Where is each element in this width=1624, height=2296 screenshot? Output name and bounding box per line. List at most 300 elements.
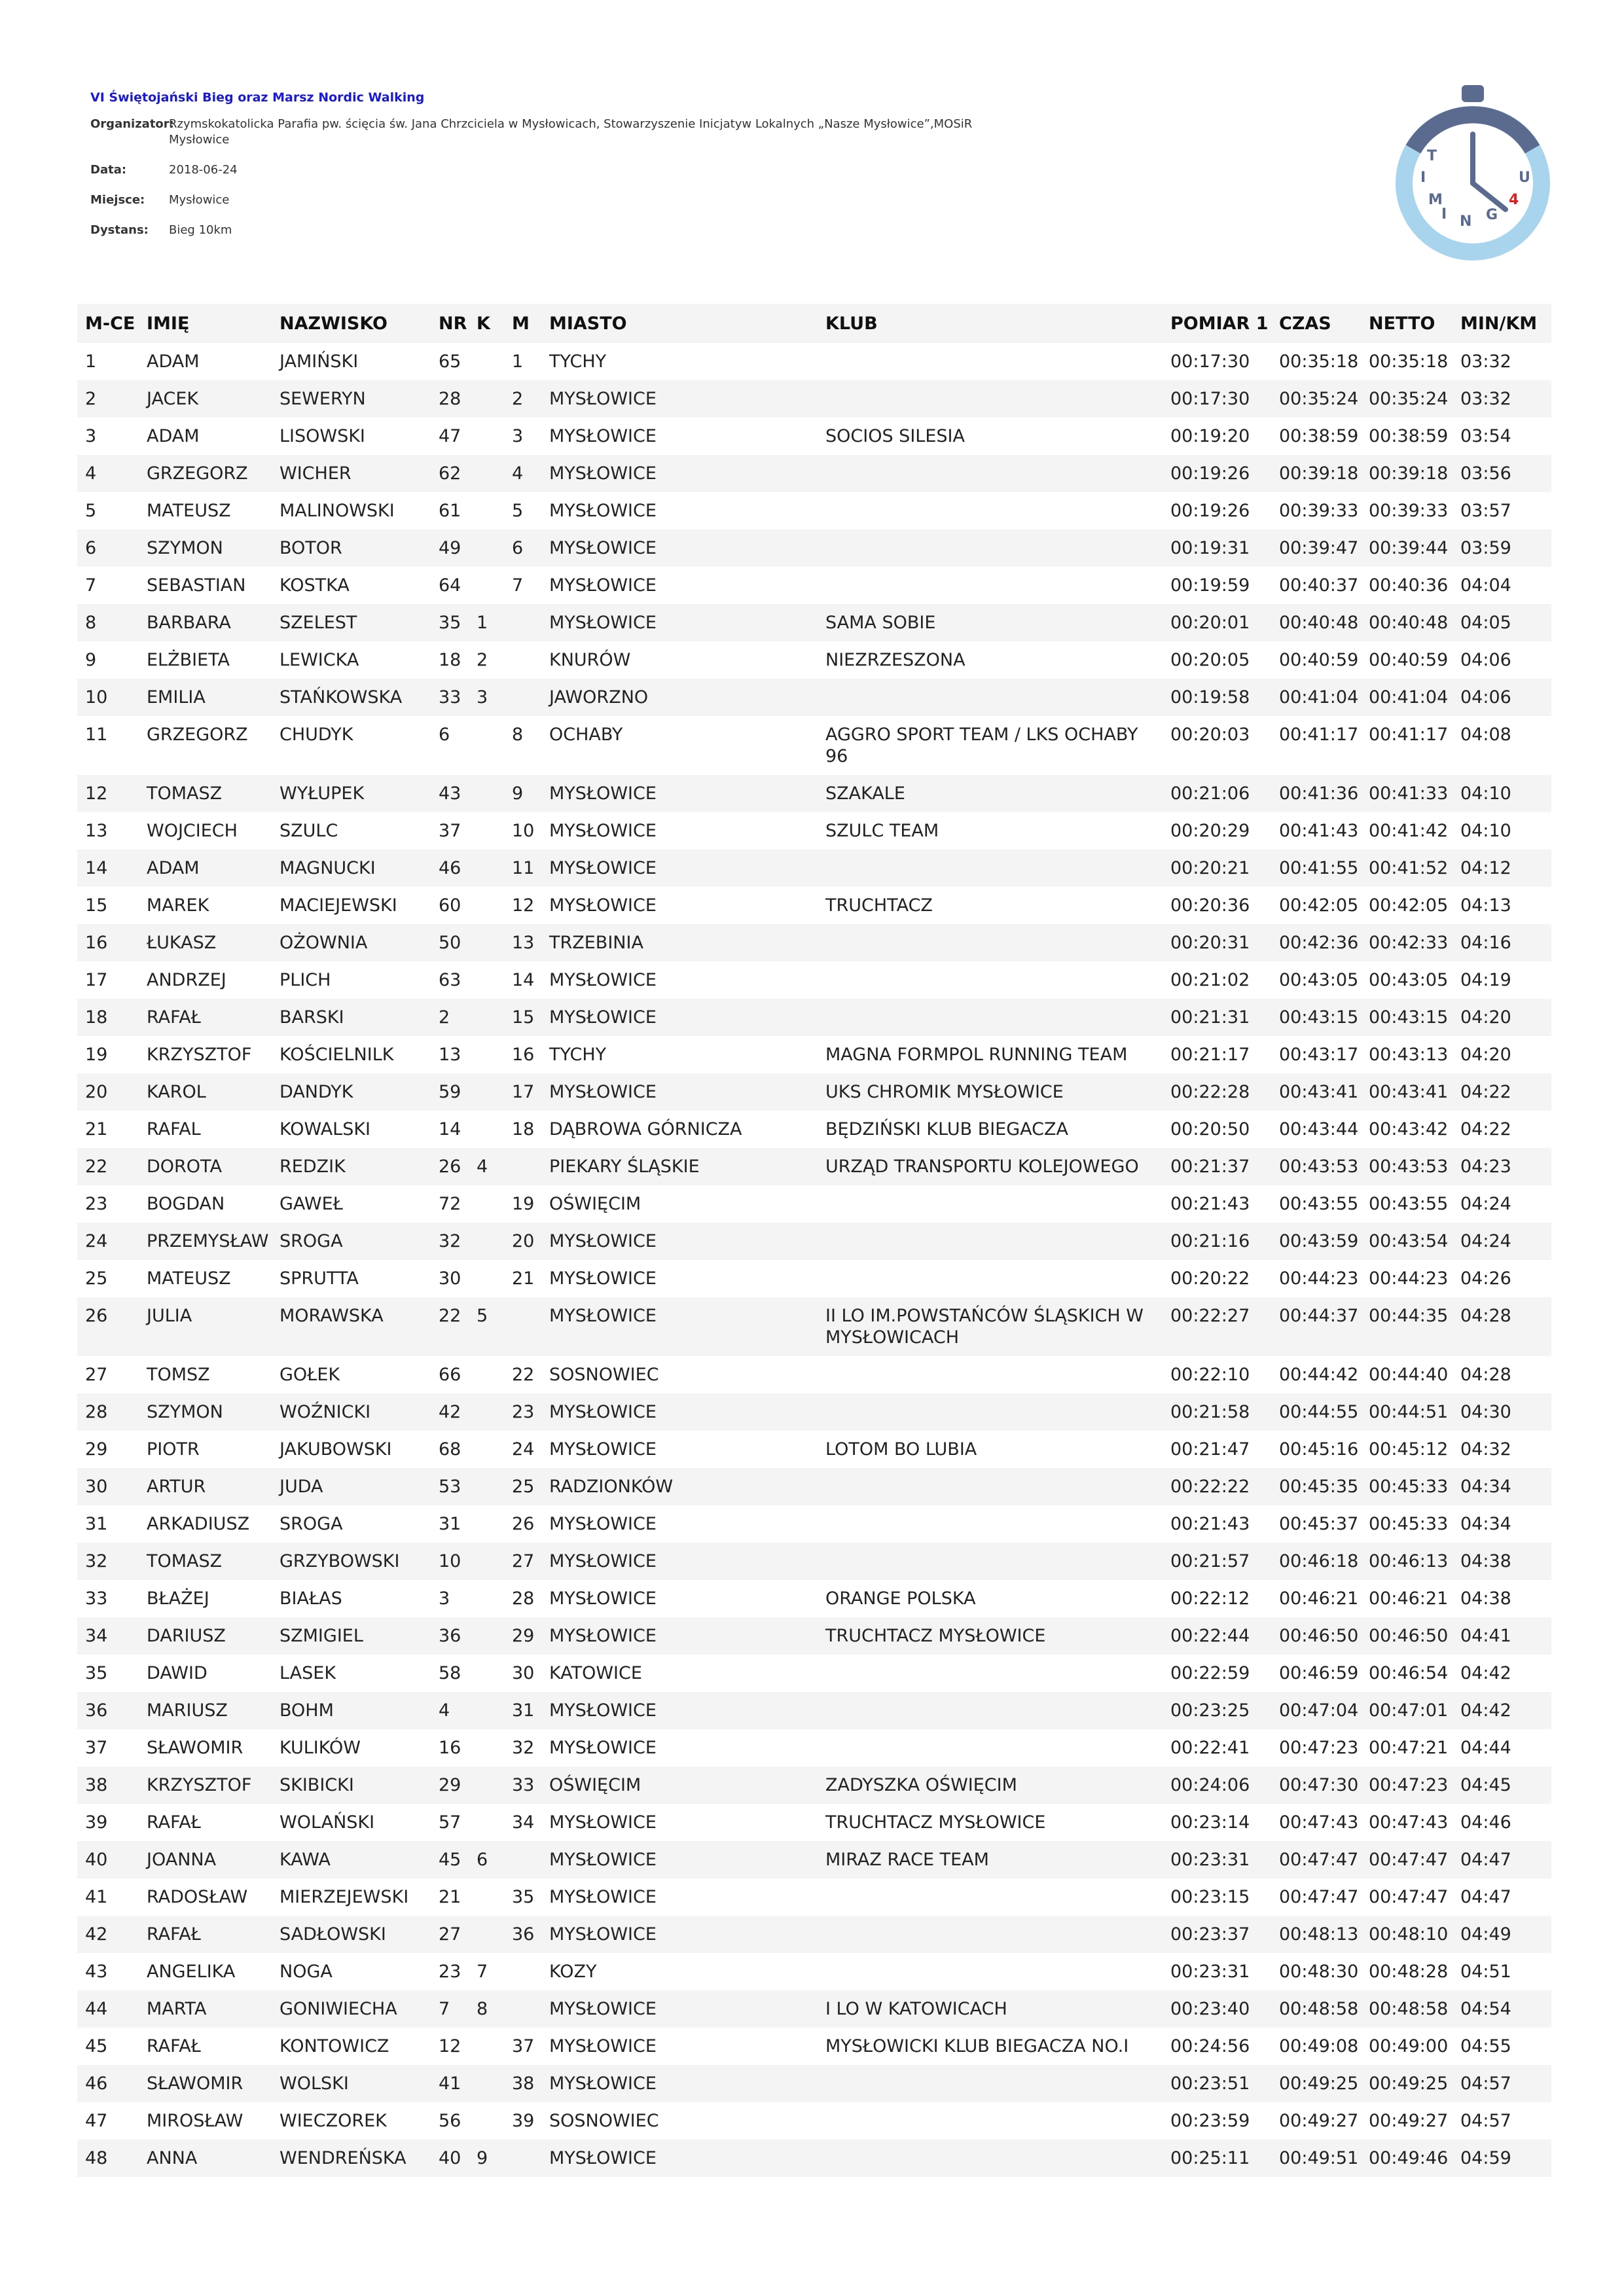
cell-women-place [469, 529, 504, 567]
cell-women-place [469, 1878, 504, 1916]
cell-city: SOSNOWIEC [549, 2111, 659, 2131]
cell-city: MYSŁOWICE [541, 1990, 818, 2028]
cell-place: 31 [85, 1514, 108, 1534]
cell-place: 3 [85, 426, 97, 446]
table-row [77, 567, 1551, 604]
cell-split-1: 00:22:41 [1170, 1738, 1250, 1758]
cell-time: 00:35:18 [1279, 351, 1359, 372]
cell-bib-number: 60 [439, 895, 461, 916]
cell-bib-number: 66 [439, 1365, 461, 1385]
cell-women-place [469, 1036, 504, 1073]
cell-men-place: 17 [504, 1073, 541, 1111]
cell-first-name: KAROL [139, 1073, 272, 1111]
cell-net-time: 00:45:12 [1369, 1439, 1449, 1460]
cell-pace: 03:54 [1460, 426, 1511, 446]
cell-men-place: 6 [504, 529, 541, 567]
cell-club [818, 1878, 1163, 1916]
cell-city: RADZIONKÓW [541, 1468, 818, 1505]
table-row [77, 1148, 1551, 1185]
cell-time: 00:47:04 [1271, 1692, 1361, 1729]
cell-first-name: SZYMON [139, 1393, 272, 1431]
table-row [77, 1036, 1551, 1073]
cell-bib-number: 62 [431, 455, 469, 492]
cell-first-name: JULIA [139, 1297, 272, 1356]
cell-net-time: 00:47:47 [1361, 1841, 1453, 1878]
cell-women-place: 7 [477, 1962, 488, 1982]
cell-time: 00:41:55 [1271, 850, 1361, 887]
cell-net-time: 00:45:33 [1361, 1468, 1453, 1505]
cell-pace: 04:24 [1453, 1223, 1551, 1260]
table-row [77, 1185, 1551, 1223]
cell-women-place [469, 924, 504, 961]
cell-men-place: 10 [512, 821, 535, 841]
cell-place: 37 [85, 1738, 108, 1758]
cell-first-name: SŁAWOMIR [147, 1738, 244, 1758]
cell-men-place [504, 641, 541, 679]
cell-men-place: 36 [504, 1916, 541, 1953]
cell-net-time: 00:41:33 [1361, 775, 1453, 812]
cell-last-name: JAKUBOWSKI [280, 1439, 392, 1460]
cell-time: 00:45:37 [1279, 1514, 1359, 1534]
cell-bib-number: 61 [439, 501, 461, 521]
cell-first-name: RAFAŁ [139, 1916, 272, 1953]
cell-last-name: NOGA [280, 1962, 333, 1982]
cell-time: 00:47:43 [1279, 1812, 1359, 1833]
cell-bib-number: 64 [439, 575, 461, 596]
cell-bib-number: 65 [439, 351, 461, 372]
cell-bib-number: 49 [431, 529, 469, 567]
cell-split-1: 00:22:28 [1163, 1073, 1271, 1111]
cell-place: 18 [77, 999, 139, 1036]
cell-bib-number: 4 [431, 1692, 469, 1729]
table-row [77, 812, 1551, 850]
cell-split-1: 00:23:31 [1170, 1962, 1250, 1982]
logo-letter-t: T [1427, 148, 1437, 164]
cell-club [818, 343, 1163, 380]
cell-first-name: SŁAWOMIR [139, 2065, 272, 2102]
table-row [77, 2140, 1551, 2177]
cell-split-1: 00:23:15 [1170, 1887, 1250, 1907]
cell-first-name: DARIUSZ [139, 1617, 272, 1655]
cell-last-name: GOŁEK [280, 1365, 340, 1385]
cell-last-name: SEWERYN [272, 380, 431, 418]
cell-women-place [469, 1431, 504, 1468]
cell-city: OCHABY [549, 725, 623, 745]
cell-net-time: 00:48:10 [1361, 1916, 1453, 1953]
cell-time: 00:40:37 [1279, 575, 1359, 596]
table-row [77, 492, 1551, 529]
cell-net-time: 00:35:24 [1361, 380, 1453, 418]
cell-bib-number: 58 [439, 1663, 461, 1683]
cell-last-name: CHUDYK [280, 725, 353, 745]
cell-net-time: 00:47:01 [1361, 1692, 1453, 1729]
cell-place: 17 [85, 970, 108, 990]
cell-men-place: 25 [504, 1468, 541, 1505]
cell-women-place: 1 [469, 604, 504, 641]
cell-split-1: 00:20:50 [1170, 1119, 1250, 1139]
table-row [77, 2102, 1551, 2140]
cell-time: 00:46:59 [1279, 1663, 1359, 1683]
cell-last-name: SROGA [280, 1514, 343, 1534]
cell-place: 13 [85, 821, 108, 841]
cell-last-name: SZELEST [272, 604, 431, 641]
cell-split-1: 00:20:36 [1170, 895, 1250, 916]
cell-last-name: SROGA [272, 1223, 431, 1260]
distance-row [90, 223, 1007, 238]
cell-men-place: 30 [512, 1663, 535, 1683]
cell-city: KATOWICE [549, 1663, 642, 1683]
cell-net-time: 00:44:51 [1361, 1393, 1453, 1431]
cell-pace: 04:19 [1460, 970, 1511, 990]
table-row [77, 418, 1551, 455]
cell-bib-number: 36 [431, 1617, 469, 1655]
cell-first-name: MATEUSZ [147, 1268, 231, 1289]
cell-first-name: WOJCIECH [147, 821, 238, 841]
cell-club: ORANGE POLSKA [825, 1588, 976, 1609]
cell-last-name: BIAŁAS [280, 1588, 342, 1609]
cell-women-place [469, 1393, 504, 1431]
cell-first-name: SEBASTIAN [147, 575, 246, 596]
timing4u-logo [1388, 79, 1558, 262]
cell-last-name: BARSKI [272, 999, 431, 1036]
cell-club [818, 850, 1163, 887]
cell-city: DĄBROWA GÓRNICZA [549, 1119, 742, 1139]
cell-place: 38 [77, 1767, 139, 1804]
table-row [77, 1767, 1551, 1804]
cell-split-1: 00:25:11 [1163, 2140, 1271, 2177]
cell-city: MYSŁOWICE [549, 2036, 657, 2056]
cell-place: 7 [85, 575, 97, 596]
cell-pace: 04:34 [1460, 1514, 1511, 1534]
cell-pace: 03:59 [1453, 529, 1551, 567]
cell-bib-number: 29 [431, 1767, 469, 1804]
cell-city: KOZY [549, 1962, 597, 1982]
table-row [77, 1878, 1551, 1916]
cell-club: SOCIOS SILESIA [825, 426, 965, 446]
cell-time: 00:39:47 [1271, 529, 1361, 567]
cell-club [818, 1223, 1163, 1260]
cell-first-name: BOGDAN [147, 1194, 225, 1214]
place-label: Miejsce: [90, 193, 145, 207]
cell-city: MYSŁOWICE [541, 850, 818, 887]
cell-club [818, 1953, 1163, 1990]
cell-net-time: 00:38:59 [1369, 426, 1449, 446]
cell-city: MYSŁOWICE [549, 1588, 657, 1609]
cell-net-time: 00:48:58 [1361, 1990, 1453, 2028]
cell-split-1: 00:21:17 [1170, 1045, 1250, 1065]
cell-men-place: 35 [512, 1887, 535, 1907]
cell-pace: 04:04 [1460, 575, 1511, 596]
cell-pace: 04:51 [1460, 1962, 1511, 1982]
cell-split-1: 00:21:02 [1170, 970, 1250, 990]
cell-place: 16 [77, 924, 139, 961]
cell-last-name: WOLSKI [272, 2065, 431, 2102]
logo-digit-4: 4 [1509, 192, 1519, 208]
cell-bib-number: 23 [439, 1962, 461, 1982]
table-row [77, 1393, 1551, 1431]
cell-split-1: 00:21:06 [1163, 775, 1271, 812]
table-row [77, 641, 1551, 679]
cell-pace: 04:05 [1453, 604, 1551, 641]
cell-pace: 04:10 [1460, 821, 1511, 841]
cell-pace: 04:47 [1453, 1841, 1551, 1878]
cell-time: 00:42:36 [1271, 924, 1361, 961]
cell-pace: 04:22 [1453, 1073, 1551, 1111]
cell-bib-number: 18 [439, 650, 461, 670]
cell-place: 14 [77, 850, 139, 887]
cell-bib-number: 26 [431, 1148, 469, 1185]
cell-first-name: PRZEMYSŁAW [139, 1223, 272, 1260]
cell-net-time: 00:39:18 [1361, 455, 1453, 492]
cell-place: 48 [77, 2140, 139, 2177]
cell-place: 4 [77, 455, 139, 492]
cell-city: MYSŁOWICE [541, 1223, 818, 1260]
cell-net-time: 00:49:25 [1361, 2065, 1453, 2102]
cell-place: 47 [85, 2111, 108, 2131]
cell-place: 32 [77, 1543, 139, 1580]
cell-split-1: 00:21:43 [1170, 1194, 1250, 1214]
cell-place: 45 [85, 2036, 108, 2056]
cell-place: 40 [77, 1841, 139, 1878]
column-header-pace: MIN/KM [1453, 304, 1551, 343]
cell-first-name: RAFAŁ [147, 1812, 201, 1833]
cell-split-1: 00:23:14 [1170, 1812, 1250, 1833]
cell-pace: 04:47 [1460, 1887, 1511, 1907]
cell-bib-number: 45 [431, 1841, 469, 1878]
cell-split-1: 00:19:20 [1170, 426, 1250, 446]
cell-net-time: 00:43:42 [1369, 1119, 1449, 1139]
cell-place: 1 [85, 351, 97, 372]
table-row [77, 1916, 1551, 1953]
cell-men-place: 24 [512, 1439, 535, 1460]
cell-net-time: 00:47:43 [1369, 1812, 1449, 1833]
cell-net-time: 00:47:23 [1361, 1767, 1453, 1804]
cell-time: 00:45:35 [1271, 1468, 1361, 1505]
cell-men-place: 27 [504, 1543, 541, 1580]
results-table [77, 304, 1551, 2177]
cell-men-place: 12 [512, 895, 535, 916]
cell-split-1: 00:23:59 [1170, 2111, 1250, 2131]
cell-club [818, 2102, 1163, 2140]
cell-last-name: BOTOR [272, 529, 431, 567]
cell-men-place: 19 [512, 1194, 535, 1214]
cell-pace: 04:13 [1460, 895, 1511, 916]
cell-city: MYSŁOWICE [541, 999, 818, 1036]
cell-place: 19 [85, 1045, 108, 1065]
table-row [77, 529, 1551, 567]
table-row [77, 1953, 1551, 1990]
cell-place: 34 [77, 1617, 139, 1655]
cell-first-name: BARBARA [139, 604, 272, 641]
cell-pace: 04:20 [1453, 999, 1551, 1036]
cell-bib-number: 56 [439, 2111, 461, 2131]
cell-bib-number: 27 [431, 1916, 469, 1953]
cell-bib-number: 47 [439, 426, 461, 446]
cell-net-time: 00:43:53 [1361, 1148, 1453, 1185]
cell-city: MYSŁOWICE [549, 575, 657, 596]
cell-women-place [469, 1767, 504, 1804]
column-header-city: MIASTO [541, 304, 818, 343]
cell-net-time: 00:43:55 [1369, 1194, 1449, 1214]
cell-time: 00:43:59 [1271, 1223, 1361, 1260]
cell-men-place: 1 [512, 351, 524, 372]
cell-bib-number: 35 [431, 604, 469, 641]
cell-place: 26 [77, 1297, 139, 1356]
cell-split-1: 00:21:31 [1163, 999, 1271, 1036]
cell-last-name: KOWALSKI [280, 1119, 371, 1139]
cell-pace: 03:32 [1453, 380, 1551, 418]
cell-split-1: 00:17:30 [1163, 380, 1271, 418]
cell-last-name: MIERZEJEWSKI [280, 1887, 409, 1907]
cell-first-name: MARIUSZ [139, 1692, 272, 1729]
cell-club: AGGRO SPORT TEAM / LKS OCHABY 96 [825, 725, 1138, 766]
table-header-row [77, 304, 1551, 343]
cell-men-place: 26 [512, 1514, 535, 1534]
cell-split-1: 00:20:21 [1163, 850, 1271, 887]
table-row [77, 1580, 1551, 1617]
cell-club: MYSŁOWICKI KLUB BIEGACZA NO.I [825, 2036, 1129, 2056]
cell-place: 33 [85, 1588, 108, 1609]
cell-women-place [469, 1729, 504, 1767]
cell-men-place: 5 [512, 501, 524, 521]
cell-time: 00:42:05 [1279, 895, 1359, 916]
cell-men-place [504, 1990, 541, 2028]
clock-hand-short [1473, 183, 1506, 209]
cell-first-name: KRZYSZTOF [139, 1767, 272, 1804]
cell-time: 00:47:30 [1271, 1767, 1361, 1804]
cell-bib-number: 32 [431, 1223, 469, 1260]
cell-men-place: 39 [512, 2111, 535, 2131]
cell-club: ZADYSZKA OŚWIĘCIM [818, 1767, 1163, 1804]
cell-club [818, 1543, 1163, 1580]
cell-first-name: DAWID [147, 1663, 208, 1683]
cell-last-name: GRZYBOWSKI [272, 1543, 431, 1580]
cell-city: MYSŁOWICE [541, 604, 818, 641]
table-row [77, 1543, 1551, 1580]
cell-men-place: 18 [512, 1119, 535, 1139]
cell-last-name: OŻOWNIA [272, 924, 431, 961]
cell-time: 00:40:48 [1271, 604, 1361, 641]
cell-bib-number: 16 [439, 1738, 461, 1758]
cell-first-name: EMILIA [139, 679, 272, 716]
cell-city: JAWORZNO [541, 679, 818, 716]
cell-time: 00:45:16 [1279, 1439, 1359, 1460]
cell-net-time: 00:40:48 [1361, 604, 1453, 641]
cell-men-place: 21 [512, 1268, 535, 1289]
logo-letter-u: U [1519, 170, 1530, 186]
cell-men-place: 15 [504, 999, 541, 1036]
cell-women-place [469, 716, 504, 775]
cell-split-1: 00:22:12 [1170, 1588, 1250, 1609]
cell-men-place [504, 604, 541, 641]
cell-club [818, 529, 1163, 567]
cell-club [818, 492, 1163, 529]
table-row [77, 1297, 1551, 1356]
table-row [77, 380, 1551, 418]
cell-city: MYSŁOWICE [549, 895, 657, 916]
cell-women-place [469, 812, 504, 850]
cell-net-time: 00:43:15 [1361, 999, 1453, 1036]
table-row [77, 455, 1551, 492]
cell-pace: 04:34 [1453, 1468, 1551, 1505]
cell-men-place [504, 2140, 541, 2177]
date-row [90, 162, 1007, 178]
cell-place: 20 [77, 1073, 139, 1111]
cell-place: 44 [77, 1990, 139, 2028]
cell-place: 39 [85, 1812, 108, 1833]
cell-net-time: 00:43:05 [1369, 970, 1449, 990]
cell-first-name: GRZEGORZ [139, 455, 272, 492]
cell-split-1: 00:23:25 [1163, 1692, 1271, 1729]
cell-bib-number: 40 [431, 2140, 469, 2177]
cell-city: MYSŁOWICE [549, 501, 657, 521]
event-meta [90, 117, 1007, 253]
cell-club [818, 1393, 1163, 1431]
cell-city: MYSŁOWICE [541, 2065, 818, 2102]
cell-club [818, 1692, 1163, 1729]
cell-split-1: 00:22:27 [1163, 1297, 1271, 1356]
cell-time: 00:48:58 [1271, 1990, 1361, 2028]
cell-time: 00:44:23 [1279, 1268, 1359, 1289]
table-row [77, 999, 1551, 1036]
cell-last-name: REDZIK [272, 1148, 431, 1185]
cell-time: 00:47:47 [1271, 1841, 1361, 1878]
cell-club: TRUCHTACZ [825, 895, 933, 916]
cell-last-name: LEWICKA [280, 650, 359, 670]
cell-place: 36 [77, 1692, 139, 1729]
cell-men-place: 34 [512, 1812, 535, 1833]
cell-bib-number: 72 [439, 1194, 461, 1214]
cell-split-1: 00:20:03 [1170, 725, 1250, 745]
cell-place: 2 [77, 380, 139, 418]
cell-pace: 04:38 [1453, 1543, 1551, 1580]
cell-city: OŚWIĘCIM [549, 1194, 641, 1214]
cell-last-name: LASEK [280, 1663, 336, 1683]
cell-net-time: 00:43:54 [1361, 1223, 1453, 1260]
cell-net-time: 00:46:54 [1369, 1663, 1449, 1683]
cell-women-place [469, 2102, 504, 2140]
cell-split-1: 00:21:43 [1170, 1514, 1250, 1534]
cell-last-name: LISOWSKI [280, 426, 365, 446]
cell-place: 35 [85, 1663, 108, 1683]
cell-first-name: ELŻBIETA [147, 650, 230, 670]
cell-split-1: 00:19:26 [1163, 455, 1271, 492]
cell-first-name: ARTUR [139, 1468, 272, 1505]
cell-split-1: 00:19:58 [1163, 679, 1271, 716]
cell-club: BĘDZIŃSKI KLUB BIEGACZA [825, 1119, 1068, 1139]
cell-place: 43 [85, 1962, 108, 1982]
cell-women-place [469, 567, 504, 604]
cell-last-name: KONTOWICZ [280, 2036, 389, 2056]
cell-net-time: 00:46:13 [1361, 1543, 1453, 1580]
cell-women-place [469, 999, 504, 1036]
cell-women-place: 3 [469, 679, 504, 716]
cell-pace: 04:30 [1453, 1393, 1551, 1431]
cell-men-place [504, 679, 541, 716]
cell-women-place [469, 2065, 504, 2102]
cell-place: 25 [85, 1268, 108, 1289]
cell-time: 00:43:15 [1271, 999, 1361, 1036]
cell-women-place: 2 [477, 650, 488, 670]
cell-net-time: 00:43:13 [1369, 1045, 1449, 1065]
cell-women-place [469, 492, 504, 529]
cell-men-place: 3 [512, 426, 524, 446]
cell-net-time: 00:42:33 [1361, 924, 1453, 961]
cell-men-place: 33 [504, 1767, 541, 1804]
cell-last-name: WOLAŃSKI [280, 1812, 375, 1833]
cell-last-name: BOHM [272, 1692, 431, 1729]
cell-net-time: 00:35:18 [1369, 351, 1449, 372]
